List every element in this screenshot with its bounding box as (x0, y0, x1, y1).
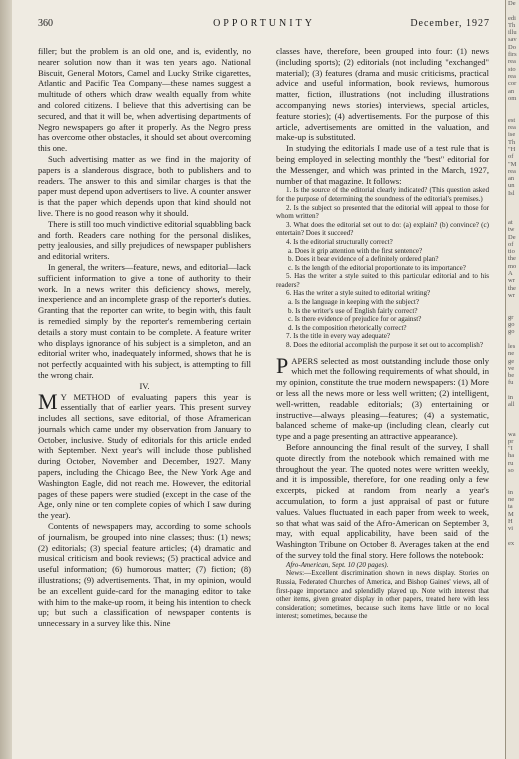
edge-text-fragment: rea (508, 167, 516, 175)
edge-text-fragment: fu (508, 379, 514, 387)
rule-item: 1. Is the source of the editorial clearly indicated? (This question asked for the purpose of determining the soundness of the editorial's premises.) (276, 186, 489, 203)
edge-text-fragment (506, 306, 519, 313)
edge-text-fragment: wa (508, 430, 516, 438)
edge-text-fragment: an (508, 175, 515, 183)
edge-text-fragment: mo (508, 262, 517, 270)
paragraph: Such advertising matter as we find in the majority of papers is a slanderous disgrace, both to publishers and to readers. The answer to this and similar charges is that the paper must depend upon advertisers to live. A counter answer is that the paper which depends upon that kind should not live. There is no good reason why it should. (38, 153, 251, 218)
paragraph: In studying the editorials I made use of a test rule that is being employed in selecting monthly the "best" editorial for the Messenger, and which was printed in the March, 1927, number of that magazine. It follows: (276, 143, 489, 186)
notebook-entry: News:—Excellent discrimination shown in news display. Stories on Russia, Federated Churches of America, and Bishop Gaines' views, all of first-page importance and splendidly played up. Note with interest that other items, given greater display in other papers, treated here with less consideration; sometimes, because such items have little or no local interest; sometimes, because the (276, 569, 489, 621)
edge-text-fragment (506, 299, 519, 306)
edge-text-fragment: H (508, 518, 513, 526)
paragraph: There is still too much vindictive editorial squabbling back and forth. Readers care nothing for the personal dislikes, petty jealousies, and silly prejudices of newspaper publishers and editorial writers. (38, 218, 251, 262)
edge-text-fragment: in (508, 394, 514, 402)
edge-text-fragment: an (508, 87, 515, 95)
rule-subitem: a. Does it grip attention with the first sentence? (288, 246, 423, 255)
edge-text-fragment: "I (508, 445, 513, 453)
edge-text-fragment (506, 109, 519, 116)
edge-text-fragment (506, 336, 519, 343)
edge-text-fragment: sto (508, 65, 516, 73)
rule-subitem: a. Is the language in keeping with the subject? (288, 298, 419, 307)
paragraph: In general, the writers—feature, news, and editorial—lack sufficient information to give a tone of authority to their work. In a news writer this deficiency shows, merely, inexperience and an incomplete grasp of the reporter's duties. Granting that the reporter can write, to begin with, this fault is remedied simply by the reporter's remembering certain details a story must contain to be complete. A feature writer who displays ignorance of his subject is a simpleton, and an editorial writer who, inadequately informed, shows that he is not perfectly acquainted with his subject, is attempting to fill the wrong chair. (38, 261, 251, 380)
paragraph: Before announcing the final result of the survey, I shall quote directly from the notebook which remained with me throughout the year. The quoted notes were written weekly, and it is impossible, therefore, for one reading only a few excerpts, picked at random from nearly a year's accumulation, to form a just appraisal of past or future values. Values fluctuated in each paper from week to week, so that what was said of the Afro-American on September 3, may, with equal applicability, have been said of the Washington Tribune on October 8. Averages taken at the end of the survey told the final story. Here follows the notebook: (276, 442, 489, 560)
rule-item: 8. Does the editorial accomplish the purpose it set out to accomplish? (286, 341, 484, 350)
edge-text-fragment: "H (508, 145, 516, 153)
edge-text-fragment: M (508, 510, 514, 518)
edge-text-fragment: rea (508, 124, 516, 132)
issue-date: December, 1927 (410, 18, 490, 29)
edge-text-fragment: est (508, 116, 516, 124)
paragraph-text: APERS selected as most outstanding include those only which met the following requirements of what should, in my opinion, constitute the true modern newspapers: (1) More or less all the news more or less well written; (2) intelligent, well-written, readable editorials; (3) entertaining or instructive—always pleasing—features; (4) a systematic, balanced scheme of make-up (including clean, clearly cut type and a page presenting an attractive appearance). (276, 355, 489, 442)
edge-text-fragment: rea (508, 58, 516, 66)
paragraph: Contents of newspapers may, according to some schools of journalism, be grouped into nine classes; thus: (1) news; (2) editorials; (3) special feature articles; (4) dramatic and musical criticism and book reviews; (5) practical advice and useful information; (6) humorous matter; (7) fiction; (8) illustrations; (9) advertisements. That, in my opinion, would be an excellent guide-card for the managing editor to take with him to the make-up room, it being his intention to check up; but such a classification of newspaper contents is unnecessary in a survey like this. Nine (38, 521, 251, 629)
paragraph-with-drop-cap (38, 388, 251, 522)
rule-item: 6. Has the writer a style suited to editorial writing? (286, 289, 431, 298)
edge-text-fragment: go (508, 321, 515, 329)
notebook-entry-heading: Afro-American, Sept. 10 (20 pages). (286, 560, 389, 569)
rule-subitem: d. Is the composition rhetorically correct? (288, 323, 407, 332)
edge-text-fragment: so (508, 467, 514, 474)
edge-text-fragment: pr (508, 437, 514, 445)
rule-item: 3. What does the editorial set out to do: (a) explain? (b) convince? (c) entertain? Does it succeed? (276, 220, 489, 238)
rule-subitem: c. Is there evidence of prejudice for or against? (288, 315, 422, 324)
edge-text-fragment: wr (508, 291, 515, 299)
edge-text-fragment: "M (508, 160, 517, 168)
book-gutter (0, 0, 12, 759)
rule-item: 7. Is the title in every way adequate? (286, 332, 390, 341)
edge-text-fragment (506, 197, 519, 204)
paragraph-with-drop-cap (276, 352, 489, 442)
paragraph: classes have, therefore, been grouped into four: (1) news (including sports); (2) editorials (not including "exchanged" material); (3) features (drama and music criticisms, practical advice and useful information, book reviews, humorous matter, fiction, illustrations (not including illustrations accompanying news stories) interviews, special articles, feature stories); (4) advertisements. For the purpose of this article, advertisements are omitted in the valuation, and make-up is substituted. (276, 46, 489, 143)
edge-text-fragment: ise (508, 131, 516, 139)
edge-text-fragment: ha (508, 452, 515, 460)
edge-text-fragment: ve (508, 364, 515, 372)
edge-text-fragment: rea (508, 72, 516, 80)
edge-text-fragment: Th (508, 21, 516, 29)
magazine-title: OPPORTUNITY (213, 18, 315, 29)
section-heading: IV. (139, 380, 150, 391)
edge-text-fragment (506, 7, 519, 14)
edge-text-fragment: of (508, 153, 514, 161)
edge-text-fragment: Isl (508, 189, 515, 197)
edge-text-fragment: cor (508, 80, 517, 88)
edge-text-fragment (506, 423, 519, 430)
edge-text-fragment: De (508, 233, 516, 241)
edge-text-fragment: Th (508, 138, 516, 146)
edge-text-fragment: un (508, 182, 515, 190)
edge-text-fragment (506, 474, 519, 481)
edge-text-fragment: be (508, 372, 515, 380)
edge-text-fragment: the (508, 255, 516, 263)
right-column (276, 46, 489, 756)
running-header (38, 18, 490, 32)
rule-item: 5. Has the writer a style suited to this particular editorial and to his readers? (276, 272, 489, 289)
edge-text-fragment: go (508, 328, 515, 336)
rule-item: 2. Is the subject so presented that the editorial will appeal to those for whom written? (276, 203, 489, 221)
paragraph-text: Y METHOD of evaluating papers this year is essentially that of earlier years. This present survey includes all sections, save editorial, of those Aframerican journals which came under my observation from January to October, inclusive. Study of editorials for this article ended with September. Next year's will include those published during October, November and December, 1927. Many papers, including the Chicago Bee, the New York Age and Washington Eagle, did not reach me. However, the editorial pages of these papers were studied (except in the case of the Age, only nine or ten complete copies of which I saw during the year). (38, 391, 251, 521)
edge-text-fragment: wr (508, 277, 515, 285)
rule-item: 4. Is the editorial structurally correct? (286, 237, 393, 246)
edge-text-fragment (506, 409, 519, 416)
edge-text-fragment: A (508, 269, 513, 277)
edge-text-fragment (506, 482, 519, 489)
edge-text-fragment: firs (508, 51, 517, 59)
left-column (38, 46, 251, 756)
edge-text-fragment (506, 204, 519, 211)
edge-text-fragment: all (508, 401, 515, 409)
edge-text-fragment: of (508, 240, 514, 248)
edge-text-fragment: om (508, 94, 517, 102)
edge-text-fragment: ge (508, 357, 515, 365)
edge-text-fragment: les (508, 342, 516, 350)
paragraph: filler; but the problem is an old one, and is, evidently, no nearer solution now than it was ten years ago. National Biscuit, General Motors, Camel and Lucky Strike cigarettes, Atlantic and Pacific Tea Company—these names suggest a multitude of others which draw wealth equally from white and colored citizens. I believe that this advertising can be secured, and that it will be, when advertising departments of Negro newspapers go after it properly. As the Negro press has overcome other obstacles, it should set about overcoming this one. (38, 46, 251, 154)
rule-subitem: b. Does it bear evidence of a definitely ordered plan? (288, 255, 439, 264)
edge-text-fragment: vi (508, 525, 514, 533)
edge-text-fragment (506, 102, 519, 109)
edge-text-fragment: tw (508, 226, 515, 234)
edge-text-fragment: illu (508, 29, 517, 37)
edge-text-fragment: ex (508, 539, 515, 547)
edge-text-fragment: ne (508, 496, 515, 504)
edge-text-fragment: Do (508, 43, 516, 51)
edge-text-fragment: sav (508, 36, 517, 44)
facing-page-edge (505, 0, 519, 759)
drop-cap: P (276, 352, 289, 378)
edge-text-fragment: tio (508, 248, 515, 256)
edge-text-fragment: ne (508, 350, 515, 358)
edge-text-fragment: in (508, 488, 514, 496)
edge-text-fragment: ru (508, 459, 514, 467)
edge-text-fragment: De (508, 0, 516, 7)
edge-text-fragment: ta (508, 503, 513, 511)
rule-subitem: c. Is the length of the editorial proportionate to its importance? (288, 263, 466, 272)
edge-text-fragment: at (508, 218, 513, 226)
edge-text-fragment (506, 416, 519, 423)
rule-subitem: b. Is the writer's use of English fairly correct? (288, 306, 418, 315)
edge-text-fragment (506, 387, 519, 394)
edge-text-fragment (506, 533, 519, 540)
test-rule-list (276, 186, 489, 349)
edge-text-fragment: edi (508, 14, 516, 22)
edge-text-fragment: gr (508, 313, 514, 321)
page-number: 360 (38, 18, 53, 29)
edge-text-fragment (506, 212, 519, 219)
edge-text-fragment: the (508, 284, 516, 292)
drop-cap: M (38, 388, 58, 414)
